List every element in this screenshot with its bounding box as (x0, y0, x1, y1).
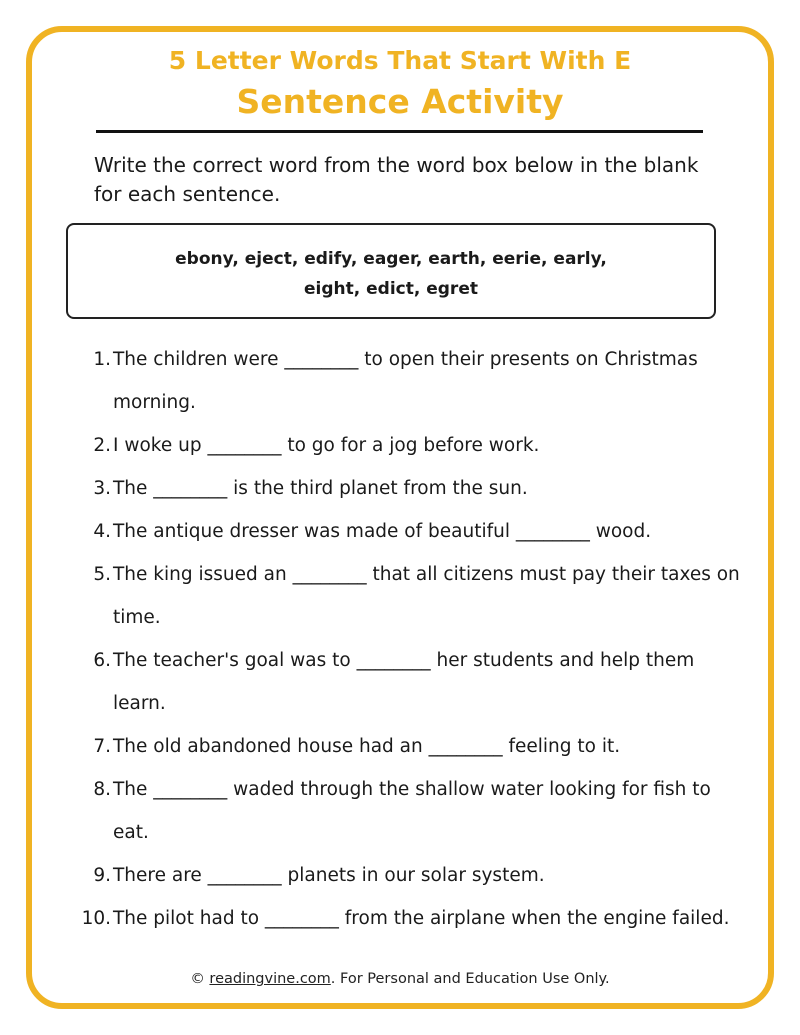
word-box-line-1: ebony, eject, edify, eager, earth, eerie, early, (175, 249, 607, 269)
page-title: 5 Letter Words That Start With E (168, 46, 632, 75)
question-text: The pilot had to ________ from the airplane when the engine failed. (113, 908, 730, 929)
copyright-symbol: © (190, 971, 205, 987)
question-number: 1. (93, 349, 111, 370)
question-item (0, 768, 800, 811)
question-text: learn. (113, 693, 166, 714)
question-text: eat. (113, 822, 149, 843)
question-text: The king issued an ________ that all citizens must pay their taxes on (113, 564, 740, 585)
question-text: The ________ waded through the shallow water looking for fish to (113, 779, 711, 800)
title-divider (96, 130, 703, 133)
question-list (0, 338, 800, 940)
question-text: time. (113, 607, 161, 628)
word-box-line-2: eight, edict, egret (304, 279, 478, 299)
question-item (0, 424, 800, 467)
question-number: 5. (93, 564, 111, 585)
instructions (94, 151, 734, 209)
page-subtitle: Sentence Activity (236, 82, 564, 121)
footer (0, 971, 800, 987)
question-text: There are ________ planets in our solar system. (113, 865, 545, 886)
question-continuation (0, 596, 800, 639)
question-item (0, 553, 800, 596)
site-link[interactable]: readingvine.com (209, 971, 331, 987)
word-box-text (68, 244, 714, 304)
question-text: I woke up ________ to go for a jog before work. (113, 435, 540, 456)
question-number: 8. (93, 779, 111, 800)
footer-note: . For Personal and Education Use Only. (330, 971, 610, 987)
question-text: The antique dresser was made of beautiful ________ wood. (113, 521, 652, 542)
question-number: 7. (93, 736, 111, 757)
question-text: The children were ________ to open their presents on Christmas (113, 349, 698, 370)
question-item (0, 854, 800, 897)
word-box (66, 223, 716, 319)
question-item (0, 725, 800, 768)
question-number: 3. (93, 478, 111, 499)
question-item (0, 639, 800, 682)
question-continuation (0, 381, 800, 424)
question-text: The old abandoned house had an ________ feeling to it. (113, 736, 621, 757)
question-number: 2. (93, 435, 111, 456)
question-text: The teacher's goal was to ________ her students and help them (113, 650, 695, 671)
instructions-line-2: for each sentence. (94, 182, 281, 206)
question-item (0, 467, 800, 510)
question-number: 6. (93, 650, 111, 671)
question-number: 9. (93, 865, 111, 886)
question-item (0, 897, 800, 940)
question-number: 4. (93, 521, 111, 542)
question-text: The ________ is the third planet from the sun. (113, 478, 528, 499)
question-continuation (0, 811, 800, 854)
question-item (0, 510, 800, 553)
question-text: morning. (113, 392, 196, 413)
question-continuation (0, 682, 800, 725)
instructions-line-1: Write the correct word from the word box below in the blank (94, 153, 699, 177)
question-number: 10. (81, 908, 111, 929)
question-item (0, 338, 800, 381)
